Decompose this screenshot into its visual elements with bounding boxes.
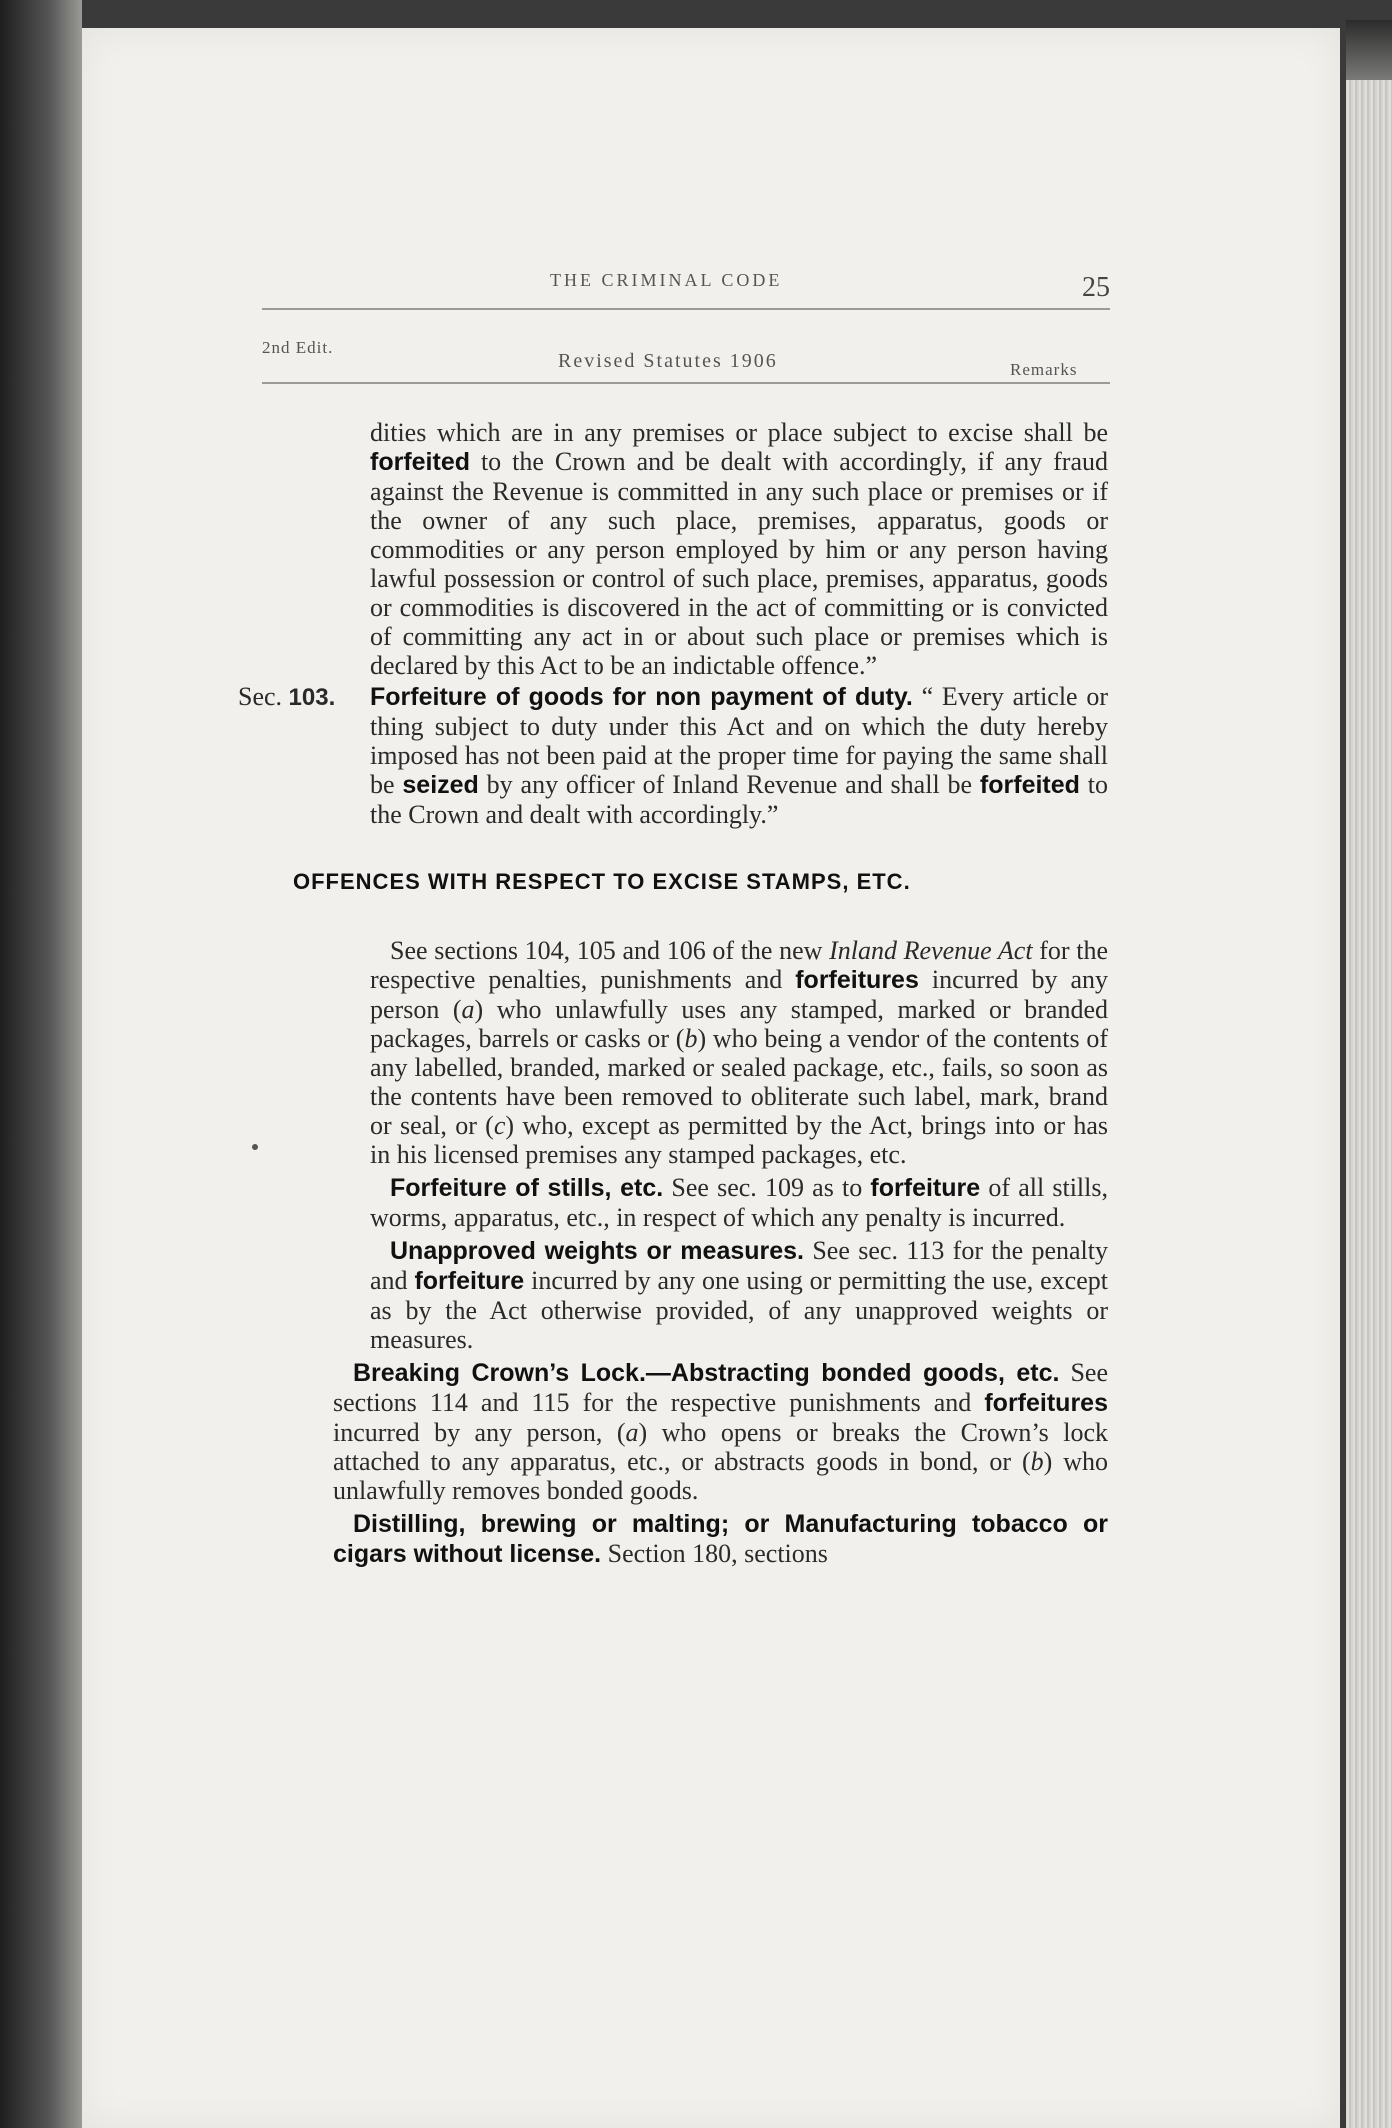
continued-paragraph — [370, 418, 1108, 680]
paragraph-title: Forfeiture of stills, etc. — [390, 1174, 664, 1202]
text: to the Crown and be dealt with accordingly, if any fraud against the Revenue is committed in any such place or premises or if the owner of any such place, premises, apparatus, goods or commodities or any person employed by him or any person having lawful possession or control of such place, premises, apparatus, goods or commodities is discovered in the act of committing or is convicted of committing any act in or about such place or premises which is declared by this Act to be an indictable offence.” — [370, 447, 1108, 680]
sec-abbrev: Sec. — [238, 682, 283, 711]
page-number: 25 — [1082, 272, 1110, 303]
text: ) who being a vendor of the contents of any labelled, branded, marked or sealed package, etc., fails, so soon as the contents have been removed to obliterate such label, mark, brand or seal, or ( — [370, 1024, 1108, 1140]
section-text — [370, 682, 1108, 829]
text: See sections 114 and 115 for the respective punishments and — [333, 1358, 1109, 1417]
page-body — [238, 418, 1108, 1569]
italic-letter: a — [625, 1418, 639, 1447]
bold-term: forfeited — [979, 771, 1080, 799]
bold-term: forfeiture — [414, 1267, 525, 1295]
edition-label: 2nd Edit. — [262, 338, 334, 357]
book-spine — [0, 0, 82, 2128]
section-103 — [238, 682, 1108, 829]
bold-term: forfeiture — [870, 1174, 981, 1202]
running-head: THE CRIMINAL CODE — [550, 270, 783, 290]
text: for the respective penalties, punishments and — [370, 936, 1108, 994]
page-edges — [1346, 20, 1392, 2128]
text: dities which are in any premises or place subject to excise shall be — [370, 418, 1108, 447]
bold-term: forfeitures — [984, 1389, 1108, 1417]
paragraph-distilling — [333, 1509, 1108, 1569]
paragraph-weights — [370, 1236, 1108, 1354]
italic-act-title: Inland Revenue Act — [829, 936, 1033, 965]
bold-term: forfeited — [370, 448, 470, 476]
italic-letter: c — [493, 1111, 506, 1140]
revised-statutes-label: Revised Statutes 1906 — [558, 350, 778, 372]
text: See sec. 113 for the penalty and — [370, 1236, 1108, 1295]
text: incurred by any person ( — [370, 965, 1108, 1024]
section-heading: OFFENCES WITH RESPECT TO EXCISE STAMPS, ETC. — [293, 869, 911, 894]
paragraph-crown-lock — [333, 1358, 1108, 1505]
text: of all stills, worms, apparatus, etc., in respect of which any penalty is incurred. — [370, 1173, 1108, 1232]
subheader-rule — [262, 382, 1110, 384]
text: ) who, except as permitted by the Act, brings into or has in his licensed premises any stamped packages, etc. — [370, 1111, 1108, 1169]
bold-term: forfeitures — [795, 966, 919, 994]
paragraph-title: Unapproved weights or measures. — [390, 1237, 804, 1265]
section-label — [238, 682, 368, 712]
text: ) who unlawfully uses any stamped, marked or branded packages, barrels or casks or ( — [370, 995, 1108, 1053]
text: “ Every article or thing subject to duty under this Act and on which the duty hereby imposed has not been paid at the proper time for paying the same shall be — [370, 682, 1108, 799]
page-edges-top — [1346, 20, 1392, 80]
remarks-label: Remarks — [1010, 360, 1078, 379]
text: ) who opens or breaks the Crown’s lock attached to any apparatus, etc., or abstracts goods in bond, or ( — [333, 1418, 1108, 1476]
text: ) who unlawfully removes bonded goods. — [333, 1447, 1109, 1505]
paragraph-stills — [370, 1173, 1108, 1232]
italic-letter: a — [461, 995, 475, 1024]
text: See sec. 109 as to — [663, 1173, 871, 1202]
text: to the Crown and dealt with accordingly.” — [370, 770, 1108, 829]
section-title: Forfeiture of goods for non payment of duty. — [370, 683, 913, 711]
italic-letter: b — [684, 1024, 698, 1053]
paragraph-title: Breaking Crown’s Lock.—Abstracting bonded goods, etc. — [353, 1359, 1060, 1387]
text: by any officer of Inland Revenue and shall be — [478, 770, 980, 799]
header-rule — [262, 308, 1110, 310]
text: Section 180, sections — [601, 1539, 828, 1568]
text: incurred by any one using or permitting the use, except as by the Act otherwise provided, of any unapproved weights or measures. — [370, 1266, 1108, 1354]
italic-letter: b — [1030, 1447, 1044, 1476]
paragraph-title: Distilling, brewing or malting; or Manufacturing tobacco or cigars without license. — [333, 1510, 1108, 1568]
bold-term: seized — [402, 771, 479, 799]
text: See sections 104, 105 and 106 of the new — [390, 936, 830, 965]
text: incurred by any person, ( — [333, 1418, 626, 1447]
section-number: 103. — [288, 684, 336, 711]
paragraph-excise-stamps — [370, 936, 1108, 1169]
